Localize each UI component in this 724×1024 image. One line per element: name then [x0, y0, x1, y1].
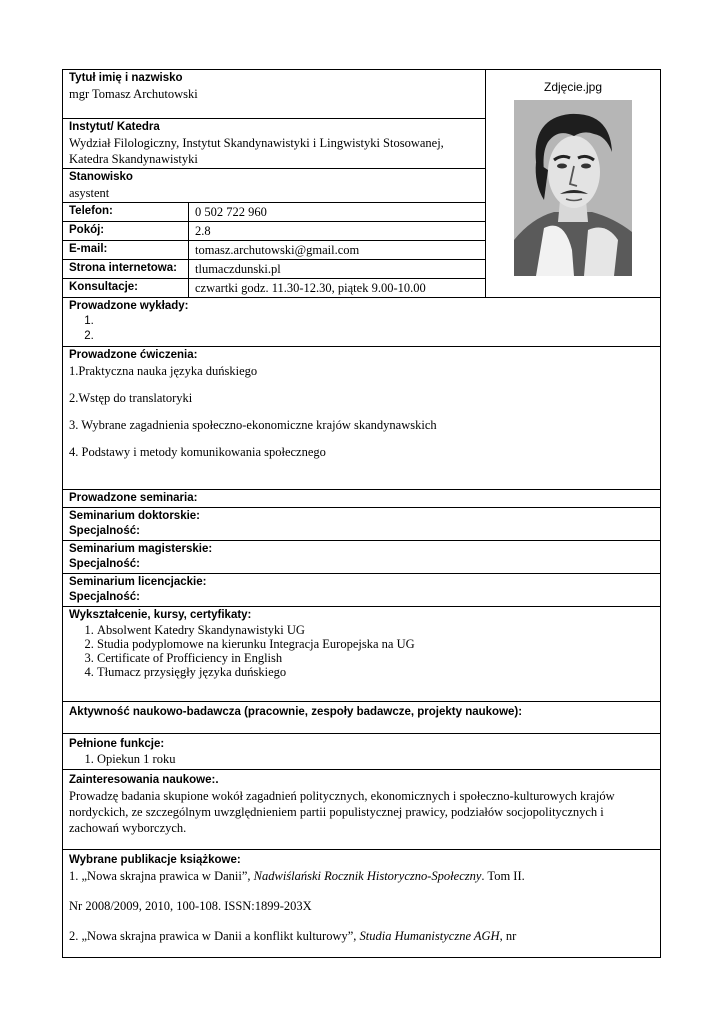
exercise-item: 2.Wstęp do translatoryki — [69, 391, 193, 405]
phone-label: Telefon: — [69, 205, 113, 217]
lectures-list — [69, 314, 654, 344]
lectures-row — [63, 298, 661, 347]
position-value: asystent — [69, 186, 110, 200]
room-value: 2.8 — [195, 224, 211, 238]
doctoral-seminar-row — [63, 508, 661, 541]
exercise-item: 1.Praktyczna nauka języka duńskiego — [69, 364, 258, 378]
publication-text: . Tom II. — [481, 869, 525, 883]
name-row — [63, 70, 661, 119]
function-item: 1. Opiekun 1 roku — [97, 752, 654, 766]
publications-row — [63, 850, 661, 958]
interests-label: Zainteresowania naukowe:. — [69, 774, 219, 786]
exercises-label: Prowadzone ćwiczenia: — [69, 349, 198, 361]
education-item: 3. Certificate of Profficiency in English — [97, 651, 654, 665]
exercises-row — [63, 347, 661, 490]
lectures-label: Prowadzone wykłady: — [69, 300, 189, 312]
education-label: Wykształcenie, kursy, certyfikaty: — [69, 609, 252, 621]
specialty-label: Specjalność: — [69, 591, 140, 603]
seminars-label: Prowadzone seminaria: — [69, 492, 198, 504]
email-value: tomasz.archutowski@gmail.com — [195, 243, 360, 257]
room-label: Pokój: — [69, 224, 105, 236]
masters-seminar-label: Seminarium magisterskie: — [69, 543, 213, 555]
publication-journal: Nadwiślański Rocznik Historyczno-Społeczny — [253, 869, 482, 883]
publication-item — [69, 928, 654, 944]
publication-journal: Studia Humanistyczne AGH — [359, 929, 500, 943]
research-row — [63, 702, 661, 734]
profile-table — [62, 69, 661, 958]
licentiate-seminar-row — [63, 574, 661, 607]
seminars-row — [63, 490, 661, 508]
portrait-photo — [514, 100, 632, 276]
education-list — [69, 623, 654, 679]
website-label: Strona internetowa: — [69, 262, 177, 274]
interests-row — [63, 770, 661, 850]
education-row — [63, 607, 661, 702]
exercise-item: 4. Podstawy i metody komunikowania społecznego — [69, 445, 326, 459]
specialty-label: Specjalność: — [69, 558, 140, 570]
doctoral-seminar-label: Seminarium doktorskie: — [69, 510, 201, 522]
name-value: mgr Tomasz Archutowski — [69, 87, 198, 101]
profile-form — [62, 69, 660, 958]
phone-value: 0 502 722 960 — [195, 205, 267, 219]
publication-item — [69, 868, 654, 884]
publication-text: 1. „Nowa skrajna prawica w Danii”, — [69, 869, 254, 883]
licentiate-seminar-label: Seminarium licencjackie: — [69, 576, 207, 588]
education-item: 1. Absolwent Katedry Skandynawistyki UG — [97, 623, 654, 637]
publication-details: Nr 2008/2009, 2010, 100-108. ISSN:1899-203X — [69, 899, 312, 913]
position-label: Stanowisko — [69, 171, 133, 183]
functions-label: Pełnione funkcje: — [69, 738, 165, 750]
functions-list — [69, 752, 654, 766]
publication-text: , nr — [499, 929, 517, 943]
name-label: Tytuł imię i nazwisko — [69, 72, 183, 84]
consultation-label: Konsultacje: — [69, 281, 139, 293]
institute-label: Instytut/ Katedra — [69, 121, 160, 133]
lecture-item — [97, 314, 654, 329]
website-value: tlumaczdunski.pl — [195, 262, 281, 276]
research-label: Aktywność naukowo-badawcza (pracownie, zespoły badawcze, projekty naukowe): — [69, 706, 523, 718]
interests-text: Prowadzę badania skupione wokół zagadnień politycznych, ekonomicznych i społeczno-kulturowych krajów nordyckich, ze szczególnym uwzględnieniem partii populistycznej prawicy, podziałów socjopolitycznych i zachowań wyborczych. — [69, 789, 615, 835]
exercise-item: 3. Wybrane zagadnienia społeczno-ekonomiczne krajów skandynawskich — [69, 418, 437, 432]
specialty-label: Specjalność: — [69, 525, 140, 537]
publications-label: Wybrane publikacje książkowe: — [69, 854, 241, 866]
lecture-item — [97, 329, 654, 344]
photo-cell — [486, 70, 661, 298]
education-item: 4. Tłumacz przysięgły języka duńskiego — [97, 665, 654, 679]
consultation-value: czwartki godz. 11.30-12.30, piątek 9.00-10.00 — [195, 281, 426, 295]
publication-text: 2. „Nowa skrajna prawica w Danii a konflikt kulturowy”, — [69, 929, 360, 943]
masters-seminar-row — [63, 541, 661, 574]
education-item: 2. Studia podyplomowe na kierunku Integracja Europejska na UG — [97, 637, 654, 651]
functions-row — [63, 734, 661, 770]
photo-label: Zdjęcie.jpg — [543, 80, 603, 94]
email-label: E-mail: — [69, 243, 108, 255]
institute-value: Wydział Filologiczny, Instytut Skandynawistyki i Lingwistyki Stosowanej, Katedra Skandynawistyki — [69, 136, 444, 166]
